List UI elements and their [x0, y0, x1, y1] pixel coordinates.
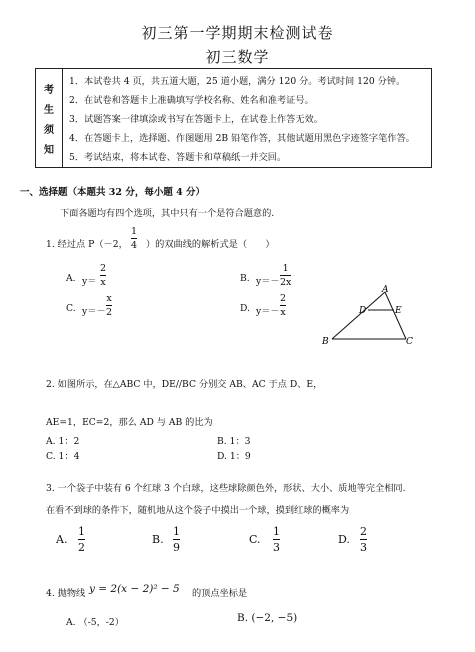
q1-option-a-prefix: y＝	[82, 276, 97, 287]
q3-option-a-label: A.	[56, 533, 68, 546]
fraction-bar	[100, 275, 106, 276]
note-item: 2．在试卷和答题卡上准确填写学校名称、姓名和准考证号。	[69, 95, 314, 106]
fraction-denominator: 3	[273, 541, 280, 554]
q3-line1: 3. 一个袋子中装有 6 个红球 3 个白球，这些球除颜色外，形状、大小、质地等完全相同.	[46, 483, 406, 494]
fraction-numerator: 1	[173, 525, 180, 538]
fraction-bar	[360, 539, 367, 540]
vertex-label-a: A	[382, 285, 389, 295]
fraction-bar	[131, 238, 137, 239]
notes-label-char: 须	[44, 125, 54, 136]
fraction-denominator: x	[280, 307, 286, 318]
q4-option-b: B. (−2, −5)	[237, 612, 298, 624]
q3-option-b-label: B.	[152, 533, 164, 546]
q2-line2: AE=1，EC=2，那么 AD 与 AB 的比为	[46, 417, 213, 428]
candidate-notes-table	[35, 68, 432, 168]
notes-label-column	[36, 69, 63, 167]
fraction-numerator: 1	[273, 525, 280, 538]
note-item: 1．本试卷共 4 页，共五道大题，25 道小题，满分 120 分。考试时间 120 分钟。	[69, 76, 406, 87]
q3-option-a-fraction	[78, 525, 85, 554]
q3-line2: 在看不到球的条件下，随机地从这个袋子中摸出一个球，摸到红球的概率为	[46, 505, 350, 516]
q3-option-d-fraction	[360, 525, 367, 554]
fraction-bar	[280, 305, 286, 306]
fraction-numerator: 1	[78, 525, 85, 538]
q3-option-c-fraction	[273, 525, 280, 554]
q4-stem-end: 的顶点坐标是	[192, 588, 248, 599]
q1-option-d-fraction	[280, 293, 286, 318]
q2-line1: 2. 如图所示，在△ABC 中，DE//BC 分别交 AB、AC 于点 D、E，	[46, 379, 323, 390]
q3-option-c-label: C.	[249, 533, 261, 546]
q1-option-c-fraction	[106, 293, 112, 318]
notes-label-char: 生	[44, 105, 54, 116]
fraction-denominator: 2	[106, 307, 113, 318]
note-item: 3．试题答案一律填涂或书写在答题卡上，在试卷上作答无效。	[69, 114, 323, 125]
fraction-numerator: 2	[100, 263, 107, 274]
fraction-numerator: 2	[280, 293, 287, 304]
fraction-denominator: 9	[173, 541, 180, 554]
fraction-bar	[273, 539, 280, 540]
fraction-bar	[280, 275, 291, 276]
fraction-numerator: 1	[282, 263, 289, 274]
q2-option-c: C. 1：4	[46, 451, 80, 462]
q4-stem-start: 4. 抛物线	[46, 588, 86, 599]
note-item: 5．考试结束，将本试卷、答题卡和草稿纸一并交回。	[69, 152, 287, 163]
fraction-numerator: 2	[360, 525, 367, 538]
notes-label-char: 知	[44, 145, 54, 156]
fraction-denominator: 2x	[280, 277, 292, 288]
q3-option-b-fraction	[173, 525, 180, 554]
q1-option-b-prefix: y＝－	[256, 276, 280, 287]
fraction-denominator: 3	[360, 541, 367, 554]
q1-option-c-label: C.	[66, 303, 76, 314]
q4-option-a: A. （-5，-2）	[66, 617, 124, 628]
vertex-label-e: E	[395, 306, 402, 316]
q3-option-d-label: D.	[338, 533, 350, 546]
q1-option-c-prefix: y＝－	[82, 306, 106, 317]
fraction-numerator: x	[106, 293, 112, 304]
q1-stem-end: ）的双曲线的解析式是（ ）	[146, 239, 275, 250]
section-intro: 下面各题均有四个选项，其中只有一个是符合题意的.	[60, 208, 275, 219]
exam-subtitle: 初三数学	[205, 48, 270, 66]
q2-option-a: A. 1：2	[46, 436, 80, 447]
q2-option-d: D. 1：9	[217, 451, 251, 462]
q1-point-fraction	[131, 226, 137, 251]
fraction-denominator: 4	[131, 240, 138, 251]
q1-stem-start: 1. 经过点 P（－2，	[46, 239, 128, 250]
vertex-label-c: C	[406, 337, 413, 347]
q2-option-b: B. 1：3	[217, 436, 251, 447]
q1-option-a-fraction	[100, 263, 106, 288]
fraction-numerator: 1	[131, 226, 138, 237]
q1-option-b-label: B.	[240, 273, 250, 284]
q1-option-d-label: D.	[240, 303, 250, 314]
note-item: 4．在答题卡上，选择题、作图题用 2B 铅笔作答，其他试题用黑色字迹签字笔作答。	[69, 133, 415, 144]
notes-label-char: 考	[44, 85, 54, 96]
section-title: 一、选择题（本题共 32 分，每小题 4 分）	[20, 187, 206, 198]
q1-option-a-label: A.	[66, 273, 76, 284]
fraction-bar	[173, 539, 180, 540]
fraction-denominator: 2	[78, 541, 85, 554]
fraction-bar	[78, 539, 85, 540]
fraction-denominator: x	[100, 277, 106, 288]
vertex-label-b: B	[322, 337, 329, 347]
q1-option-d-prefix: y＝－	[256, 306, 280, 317]
vertex-label-d: D	[359, 306, 367, 316]
exam-title: 初三第一学期期末检测试卷	[141, 24, 334, 42]
fraction-bar	[106, 305, 112, 306]
triangle-figure	[320, 284, 420, 350]
q1-option-b-fraction	[280, 263, 291, 288]
q4-formula: y = 2(x − 2)² − 5	[89, 583, 180, 595]
